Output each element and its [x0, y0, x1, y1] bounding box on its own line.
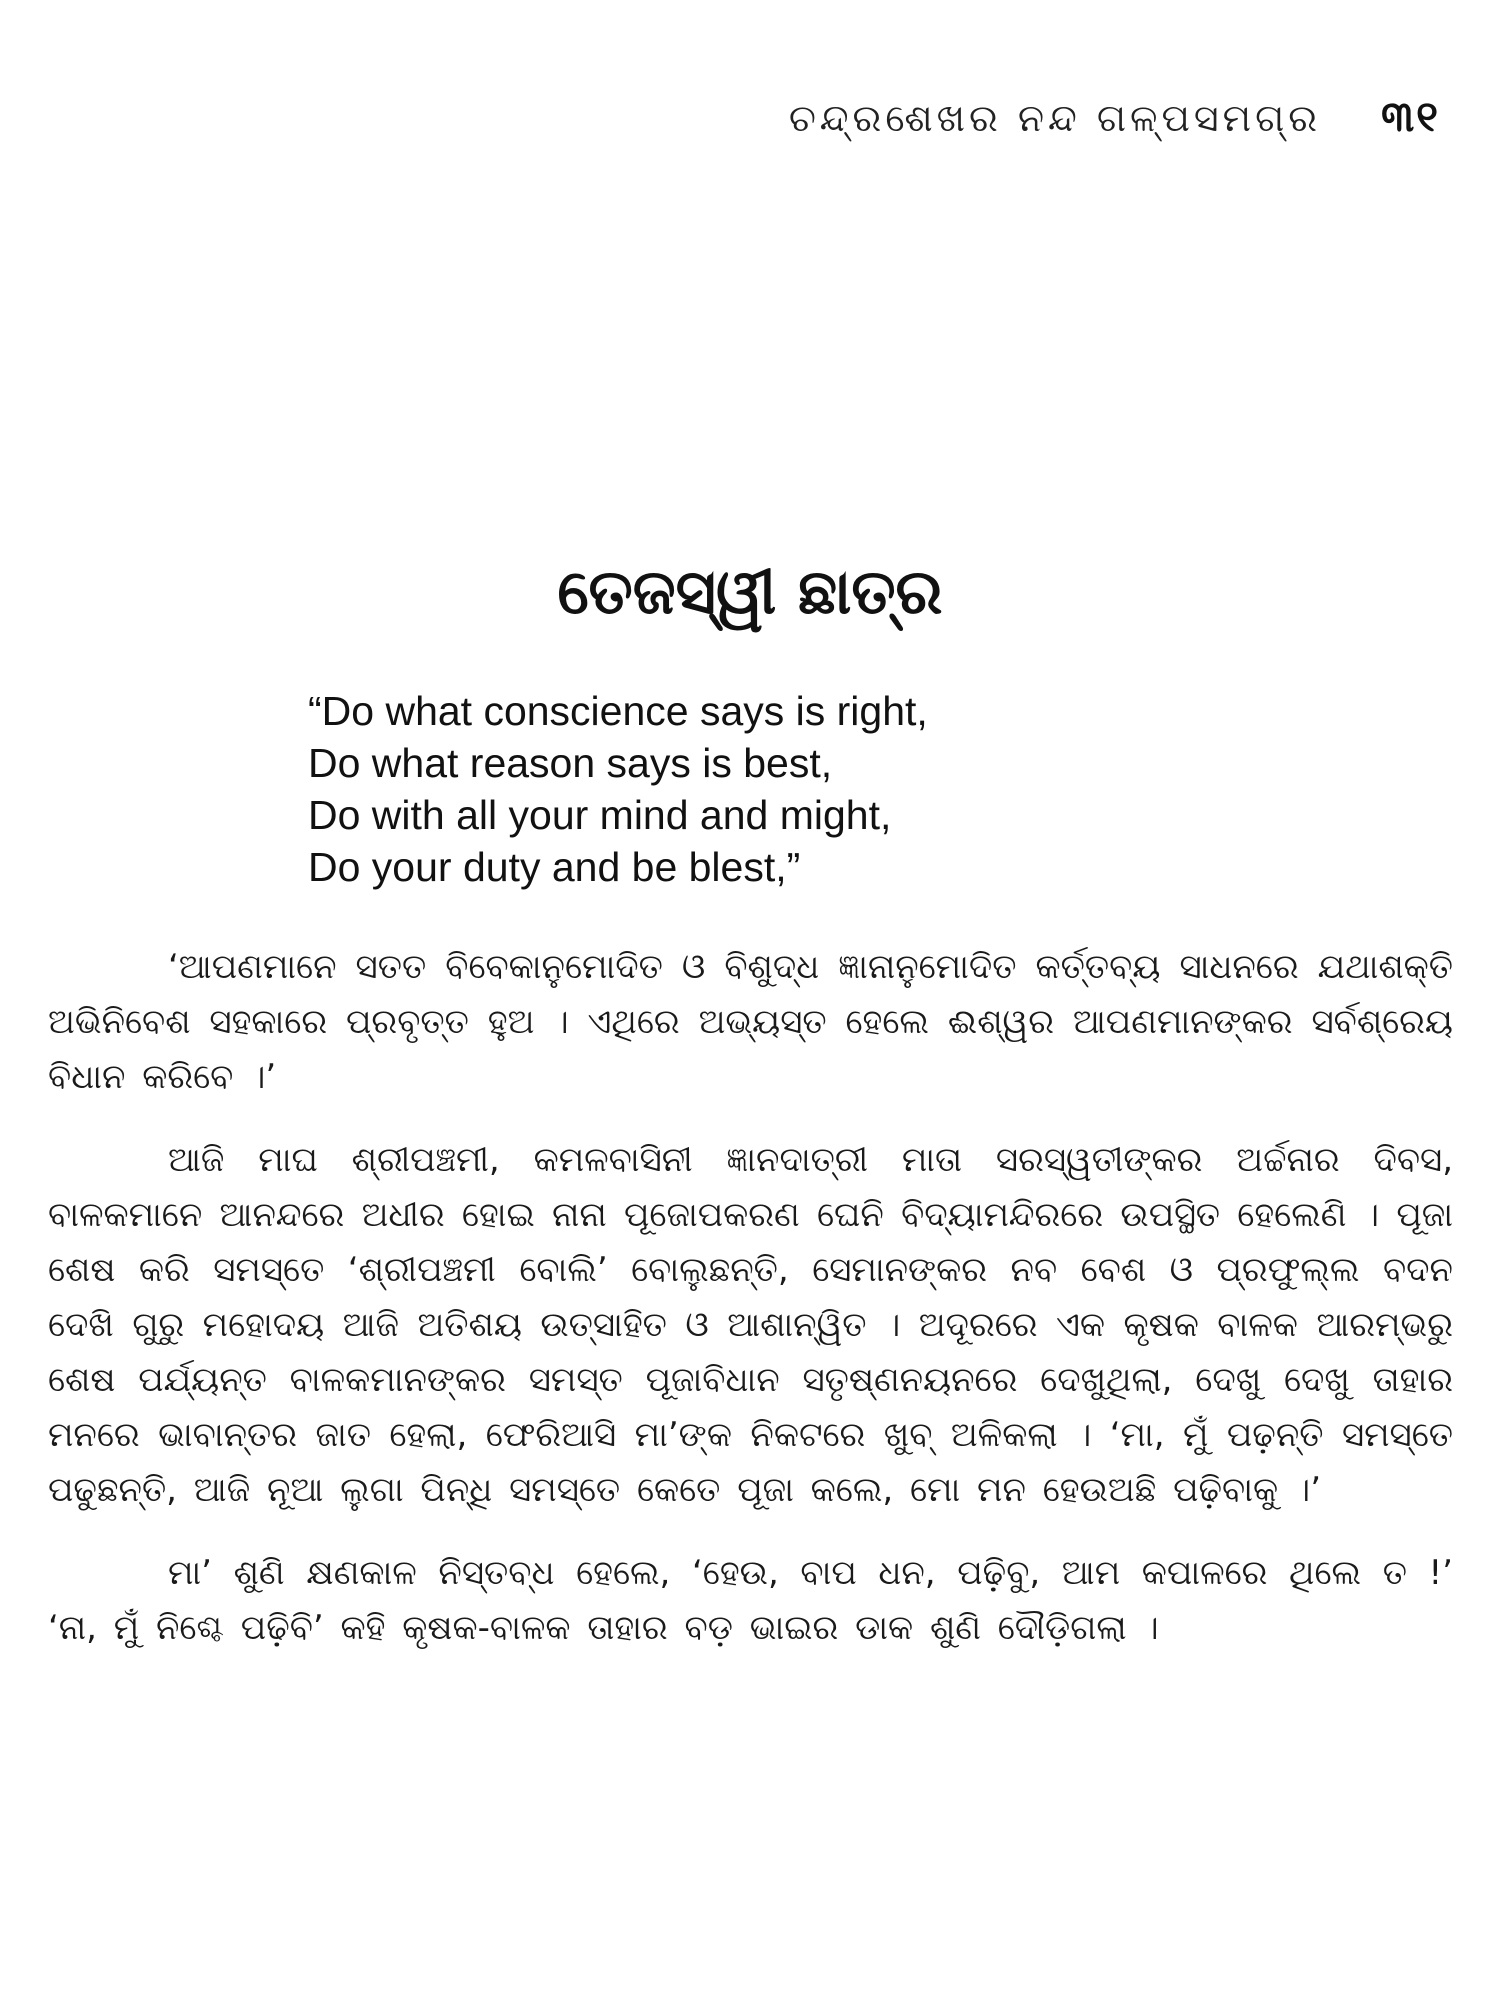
paragraph: ମା’ ଶୁଣି କ୍ଷଣକାଳ ନିସ୍ତବ୍ଧ ହେଲେ, ‘ହେଉ, ବାପ ଧନ, ପଢ଼ିବୁ, ଆମ କପାଳରେ ଥିଲେ ତ !’ ‘ନା, ମୁଁ ନିଶ୍ଚେ ପଢ଼ିବି’ କହି କୃଷକ-ବାଳକ ତାହାର ବଡ଼ ଭାଇର ଡାକ ଶୁଣି ଦୌଡ଼ିଗଲା । — [48, 1553, 1453, 1648]
running-header — [789, 92, 1440, 142]
epigraph-line: Do with all your mind and might, — [308, 792, 892, 838]
chapter-title: ତେଜସ୍ୱୀ ଛାତ୍ର — [557, 555, 943, 628]
paragraph: ଆଜି ମାଘ ଶ୍ରୀପଞ୍ଚମୀ, କମଳବାସିନୀ ଜ୍ଞାନଦାତ୍ରୀ ମାତା ସରସ୍ୱତୀଙ୍କର ଅର୍ଚ୍ଚନାର ଦିବସ, ବାଳକମାନେ ଆନନ୍ଦରେ ଅଧୀର ହୋଇ ନାନା ପୂଜୋପକରଣ ଘେନି ବିଦ୍ୟାମନ୍ଦିରରେ ଉପସ୍ଥିତ ହେଲେଣି । ପୂଜା ଶେଷ କରି ସମସ୍ତେ ‘ଶ୍ରୀପଞ୍ଚମୀ ବୋଲି’ ବୋଲୁଛନ୍ତି, ସେମାନଙ୍କର ନବ ବେଶ ଓ ପ୍ରଫୁଲ୍ଲ ବଦନ ଦେଖି ଗୁରୁ ମହୋଦୟ ଆଜି ଅତିଶୟ ଉତ୍ସାହିତ ଓ ଆଶାନ୍ୱିତ । ଅଦୂରରେ ଏକ କୃଷକ ବାଳକ ଆରମ୍ଭରୁ ଶେଷ ପର୍ଯ୍ୟନ୍ତ ବାଳକମାନଙ୍କର ସମସ୍ତ ପୂଜାବିଧାନ ସତୃଷ୍ଣନୟନରେ ଦେଖୁଥିଲା, ଦେଖୁ ଦେଖୁ ତାହାର ମନରେ ଭାବାନ୍ତର ଜାତ ହେଲା, ଫେରିଆସି ମା’ଙ୍କ ନିକଟରେ ଖୁବ୍ ଅଳିକଲା । ‘ମା, ମୁଁ ପଢ଼ନ୍ତି ସମସ୍ତେ ପଢୁଛନ୍ତି, ଆଜି ନୂଆ ଲୁଗା ପିନ୍ଧି ସମସ୍ତେ କେତେ ପୂଜା କଲେ, ମୋ ମନ ହେଉଅଛି ପଢ଼ିବାକୁ ।’ — [48, 1140, 1453, 1510]
epigraph-line: “Do what conscience says is right, — [308, 688, 928, 734]
running-title: ଚନ୍ଦ୍ରଶେଖର ନନ୍ଦ ଗଳ୍ପସମଗ୍ର — [788, 96, 1322, 140]
epigraph-line: Do your duty and be blest,” — [308, 844, 801, 890]
body-text — [48, 940, 1453, 1684]
paragraph: ‘ଆପଣମାନେ ସତତ ବିବେକାନୁମୋଦିତ ଓ ବିଶୁଦ୍ଧ ଜ୍ଞାନାନୁମୋଦିତ କର୍ତ୍ତବ୍ୟ ସାଧନରେ ଯଥାଶକ୍ତି ଅଭିନିବେଶ ସହକାରେ ପ୍ରବୃତ୍ତ ହୁଅ । ଏଥିରେ ଅଭ୍ୟସ୍ତ ହେଲେ ଈଶ୍ୱର ଆପଣମାନଙ୍କର ସର୍ବଶ୍ରେୟ ବିଧାନ କରିବେ ।’ — [48, 947, 1453, 1097]
page-number: ୩୧ — [1381, 92, 1440, 141]
epigraph — [308, 685, 1308, 893]
epigraph-line: Do what reason says is best, — [308, 740, 833, 786]
